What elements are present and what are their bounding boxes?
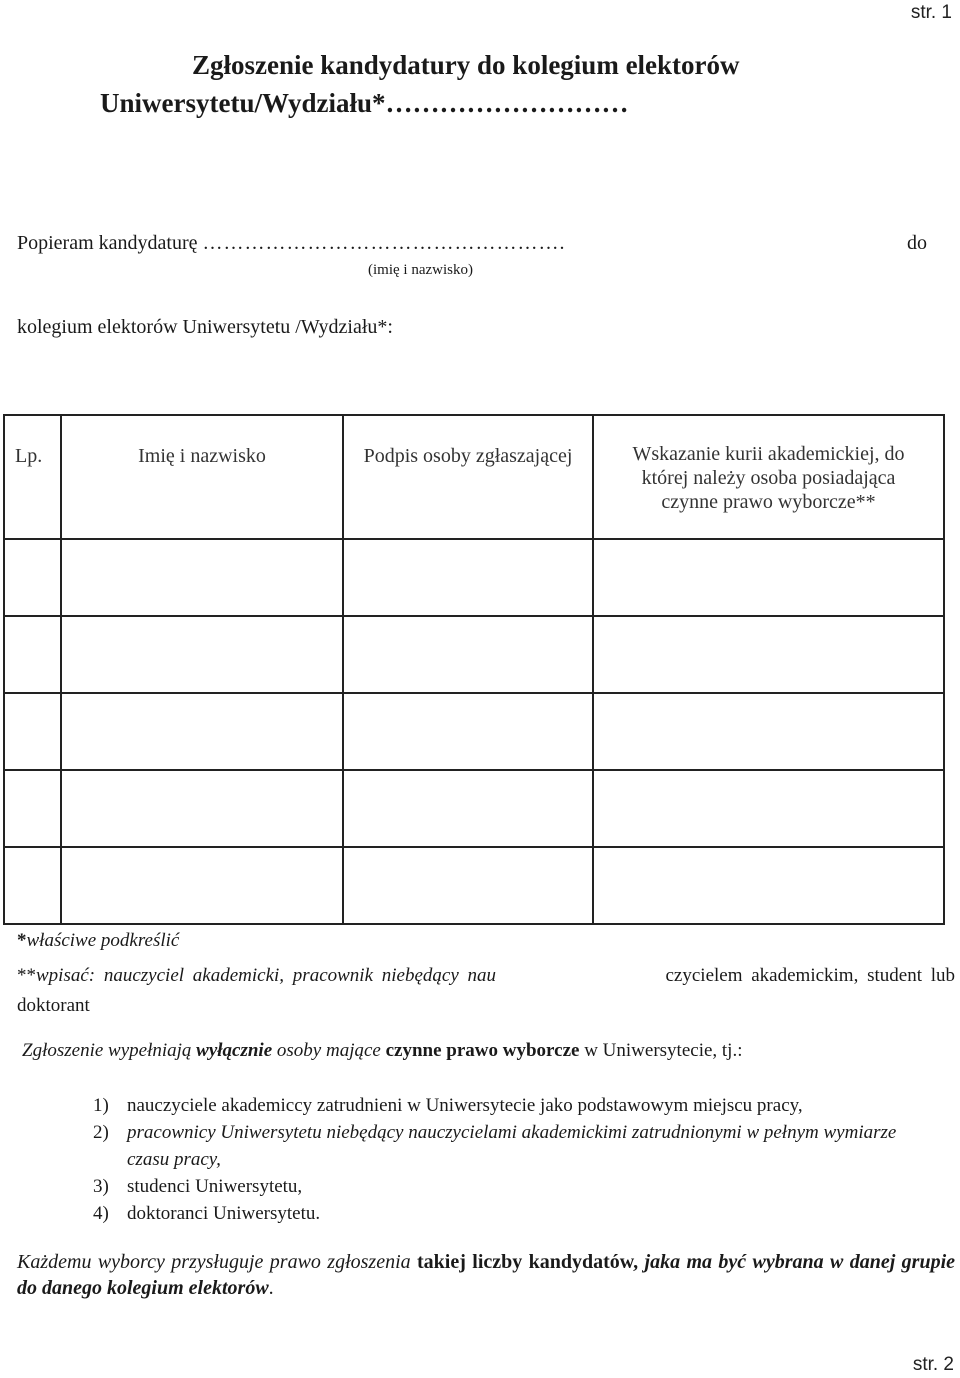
college-line: kolegium elektorów Uniwersytetu /Wydziału*: (17, 316, 393, 338)
table-row (4, 693, 944, 770)
eligibility-right: czynne prawo wyborcze (385, 1040, 580, 1061)
header-curia: Wskazanie kurii akademickiej, do której należy osoba posiadająca czynne prawo wyborcze** (593, 415, 944, 539)
list-number: 3) (93, 1176, 109, 1197)
footnote-2 (17, 961, 955, 1021)
support-dots: ……………………………………………. (202, 232, 566, 254)
cell-lp[interactable] (4, 539, 61, 616)
name-hint: (imię i nazwisko) (368, 262, 473, 278)
cell-signature[interactable] (343, 539, 593, 616)
support-suffix: do (907, 232, 927, 254)
header-name: Imię i nazwisko (61, 415, 343, 539)
header-signature: Podpis osoby zgłaszającej (343, 415, 593, 539)
cell-lp[interactable] (4, 616, 61, 693)
support-text: Popieram kandydaturę (17, 232, 198, 254)
footnote-1-marker: * (17, 930, 27, 951)
cell-signature[interactable] (343, 693, 593, 770)
table-row (4, 539, 944, 616)
list-number: 4) (93, 1203, 109, 1224)
final-part3: jaka ma być wybrana w danej grupie do danego kolegium elektorów (17, 1251, 955, 1299)
eligibility-intro (22, 1040, 743, 1062)
footnote-2-line2: doktorant (17, 995, 90, 1016)
eligibility-part1: Zgłoszenie wypełniają (22, 1040, 197, 1061)
table-row (4, 847, 944, 924)
form-title-line2: Uniwersytetu/Wydziału*……………………… (100, 88, 629, 118)
cell-name[interactable] (61, 847, 343, 924)
footnote-2-italic: wpisać: nauczyciel akademicki, pracownik niebędący nau (36, 965, 497, 986)
footnote-2-marker: ** (17, 965, 36, 986)
cell-name[interactable] (61, 539, 343, 616)
support-line (17, 232, 927, 255)
list-number: 1) (93, 1095, 109, 1116)
eligibility-exclusive: wyłącznie (196, 1040, 273, 1061)
cell-signature[interactable] (343, 770, 593, 847)
eligible-list (93, 1092, 913, 1227)
final-note (17, 1249, 955, 1301)
footnote-1 (17, 930, 179, 952)
list-text: doktoranci Uniwersytetu. (127, 1203, 321, 1224)
signature-table (3, 414, 945, 925)
form-title-line1: Zgłoszenie kandydatury do kolegium elektorów (192, 50, 740, 80)
eligibility-part5: w Uniwersytecie, tj.: (579, 1040, 743, 1061)
list-item (93, 1092, 913, 1119)
list-text: pracownicy Uniwersytetu niebędący nauczycielami akademickimi zatrudnionymi w pełnym wymiarze czasu pracy, (127, 1122, 897, 1170)
cell-name[interactable] (61, 616, 343, 693)
cell-name[interactable] (61, 770, 343, 847)
cell-signature[interactable] (343, 616, 593, 693)
list-item (93, 1200, 913, 1227)
cell-lp[interactable] (4, 770, 61, 847)
final-part2: takiej liczby kandydatów, (417, 1251, 639, 1273)
final-part1: Każdemu wyborcy przysługuje prawo zgłoszenia (17, 1251, 418, 1273)
cell-curia[interactable] (593, 539, 944, 616)
list-number: 2) (93, 1122, 109, 1143)
header-lp: Lp. (4, 415, 61, 539)
cell-name[interactable] (61, 693, 343, 770)
cell-curia[interactable] (593, 770, 944, 847)
list-item (93, 1119, 913, 1173)
cell-curia[interactable] (593, 847, 944, 924)
table-row (4, 616, 944, 693)
cell-curia[interactable] (593, 616, 944, 693)
cell-signature[interactable] (343, 847, 593, 924)
list-text: nauczyciele akademiccy zatrudnieni w Uniwersytecie jako podstawowym miejscu pracy, (127, 1095, 803, 1116)
list-text: studenci Uniwersytetu, (127, 1176, 303, 1197)
footnote-1-text: właściwe podkreślić (26, 930, 180, 951)
page-number-2: str. 2 (912, 1354, 954, 1375)
cell-lp[interactable] (4, 693, 61, 770)
footnote-2-rest: czycielem akademickim, student lub (665, 965, 955, 986)
cell-curia[interactable] (593, 693, 944, 770)
final-part4: . (268, 1277, 274, 1299)
eligibility-part3: osoby mające (272, 1040, 386, 1061)
page-number-1: str. 1 (910, 2, 952, 23)
list-item (93, 1173, 913, 1200)
table-row (4, 770, 944, 847)
table-header-row (4, 415, 944, 539)
cell-lp[interactable] (4, 847, 61, 924)
